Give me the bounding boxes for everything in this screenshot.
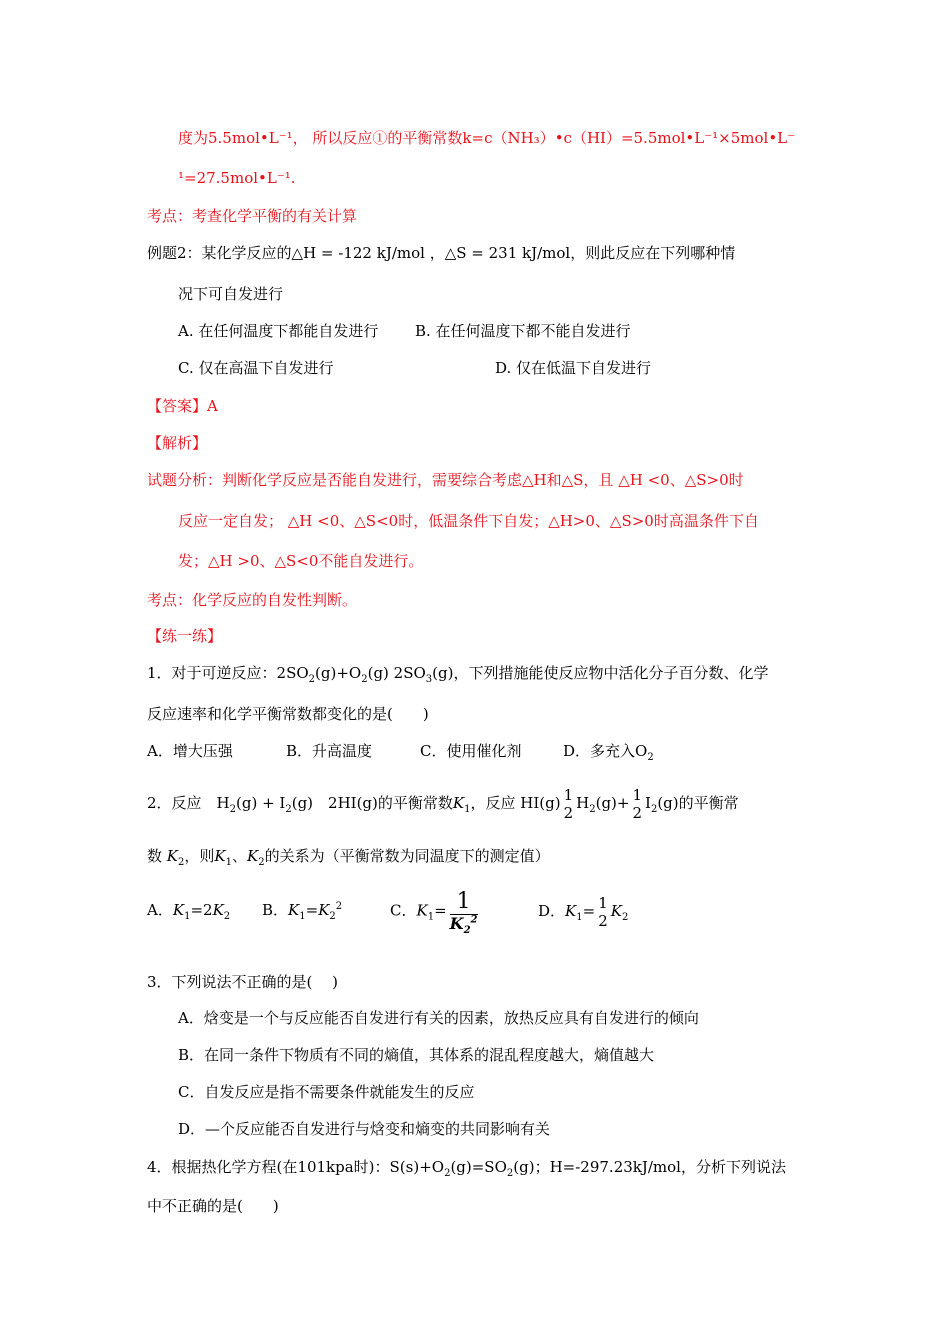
q1-option-c: C．使用催化剂 — [420, 742, 522, 760]
example2-option-b: B. 在任何温度下都不能自发进行 — [415, 322, 631, 340]
q4-stem-line2: 中不正确的是( ) — [147, 1197, 279, 1215]
practice-heading: 【练一练】 — [147, 627, 223, 645]
q2-option-b: B．$K_1=K_2^2$ — [262, 901, 343, 922]
half-fraction: 1 2 — [632, 786, 643, 822]
q3-option-a: A．焓变是一个与反应能否自发进行有关的因素，放热反应具有自发进行的倾向 — [178, 1009, 699, 1027]
q3-option-b: B．在同一条件下物质有不同的熵值，其体系的混乱程度越大，熵值越大 — [178, 1046, 655, 1064]
q1-stem-line2: 反应速率和化学平衡常数都变化的是( ) — [147, 705, 429, 723]
q3-option-d: D．—个反应能否自发进行与焓变和熵变的共同影响有关 — [178, 1120, 551, 1138]
half-fraction: 1 2 — [563, 786, 574, 822]
example2-option-c: C. 仅在高温下自发进行 — [178, 359, 334, 377]
q2-stem-line1: 2．反应 $H_2(g) + I_2(g)$ 2HI(g)的平衡常数$K_1$，反应 HI(g) 1 2 $H_2(g)+$ 1 2 $I_2(g)$的平衡常 — [147, 786, 739, 822]
q2-option-a: A．$K_1=2K_2$ — [147, 901, 231, 922]
q2-option-c: C．$K_1=$ $\frac{1}{K_2^2}$ — [390, 889, 478, 937]
q3-stem: 3．下列说法不正确的是( ) — [147, 973, 339, 991]
example2-option-d: D. 仅在低温下自发进行 — [495, 359, 652, 377]
calc-line-2: ¹=27.5mol•L⁻¹. — [178, 169, 296, 187]
q1-option-b: B．升高温度 — [286, 742, 373, 760]
example2-question-line1: 例题2：某化学反应的△H = -122 kJ/mol ，△S = 231 kJ/mol，则此反应在下列哪种情 — [147, 244, 736, 262]
q1-stem-line1: 1．对于可逆反应：$2SO_2(g)+O_2(g)$ $2SO_3(g)$，下列措施能使反应物中活化分子百分数、化学 — [147, 664, 769, 685]
analysis-line-3: 发；△H >0、△S<0不能自发进行。 — [178, 552, 424, 570]
kaodian-2: 考点：化学反应的自发性判断。 — [147, 591, 358, 609]
example2-question-line2: 况下可自发进行 — [178, 285, 284, 303]
analysis-line-1: 试题分析：判断化学反应是否能自发进行，需要综合考虑△H和△S，且 △H <0、△S>0时 — [147, 471, 744, 489]
q1-option-d: D．多充入$O_2$ — [563, 742, 654, 763]
calc-line-1: 度为5.5mol•L⁻¹， 所以反应①的平衡常数k=c（NH₃）•c（HI）=5.5mol•L⁻¹×5mol•L⁻ — [178, 129, 796, 147]
q1-option-a: A．增大压强 — [147, 742, 233, 760]
q3-option-c: C．自发反应是指不需要条件就能发生的反应 — [178, 1083, 475, 1101]
example2-option-a: A. 在任何温度下都能自发进行 — [178, 322, 379, 340]
kaodian-1: 考点：考查化学平衡的有关计算 — [147, 207, 358, 225]
reciprocal-fraction: $\frac{1}{K_2^2}$ — [449, 889, 478, 937]
analysis-heading: 【解析】 — [147, 434, 208, 452]
q4-stem-line1: 4．根据热化学方程(在101kpa时)：$S(s)+O_2(g)=SO_2(g)$；H=-297.23kJ/mol，分析下列说法 — [147, 1158, 786, 1179]
q2-option-d: D．$K_1=$ 1 2 $K_2$ — [538, 894, 629, 930]
answer-label: 【答案】A — [147, 397, 218, 415]
half-fraction: 1 2 — [598, 894, 608, 930]
q2-stem-line2: 数 $K_2$，则$K_1$、$K_2$的关系为（平衡常数为同温度下的测定值） — [147, 847, 550, 868]
analysis-line-2: 反应一定自发； △H <0、△S<0时，低温条件下自发；△H>0、△S>0时高温条件下自 — [178, 512, 759, 530]
